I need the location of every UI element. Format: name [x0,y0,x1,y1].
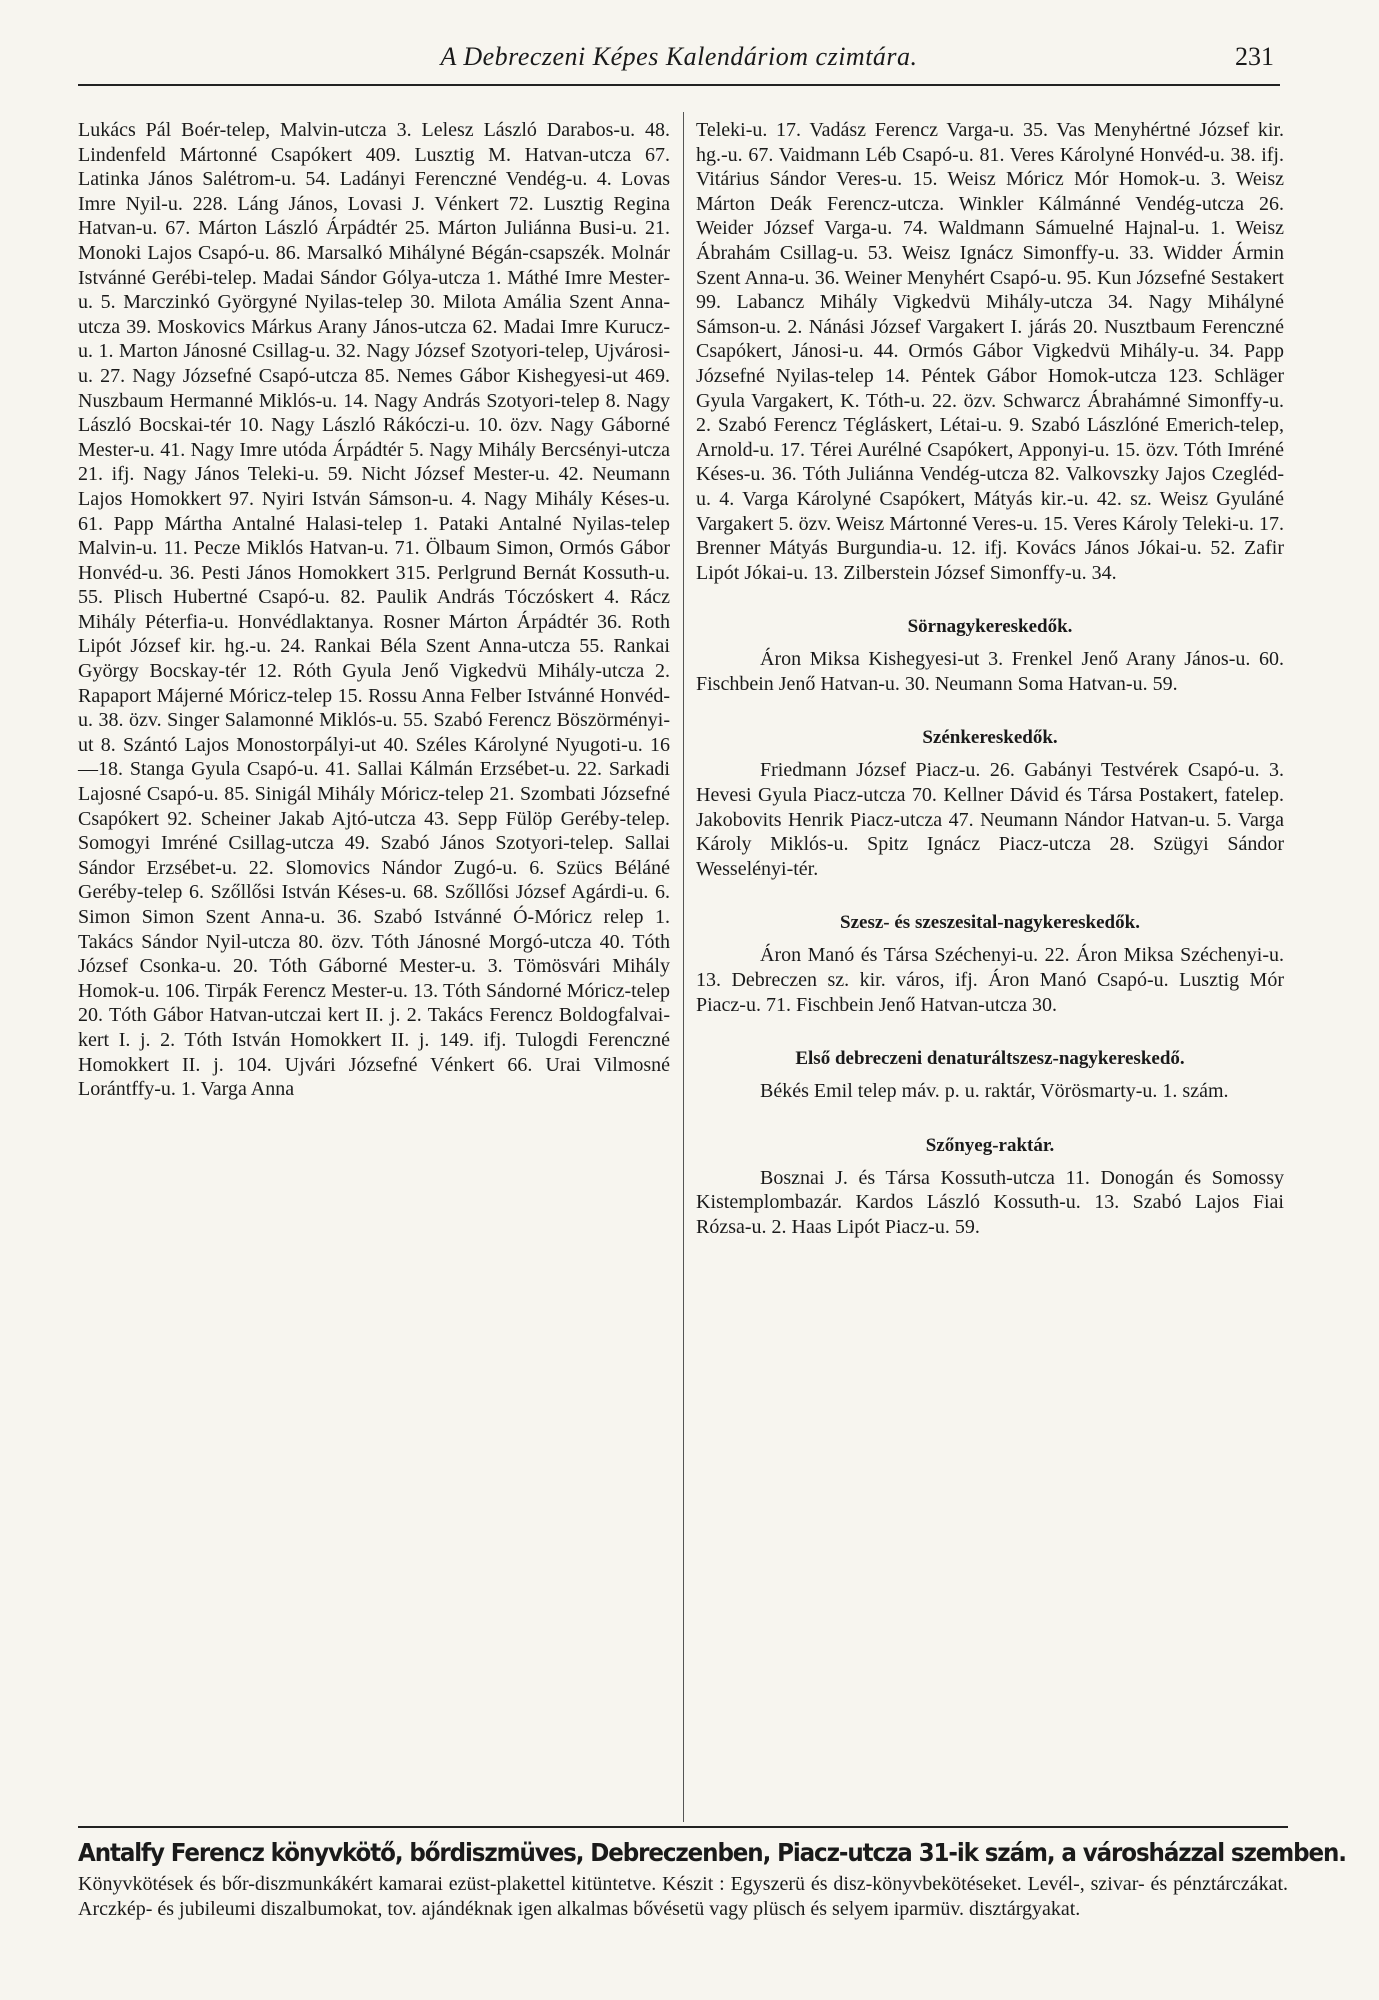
section-heading-spirits: Szesz- és szeszesital-nagykereskedők. [840,912,1140,934]
section-body-beer: Áron Miksa Kishegyesi-ut 3. Frenkel Jenő Arany János-u. 60. Fischbein Jenő Hatvan-u. 30. Neumann Soma Hatvan-u. 59. [696,648,1284,695]
section-heading-denatured-spirit: Első debreczeni denaturáltszesz-nagykereskedő. [795,1048,1185,1070]
directory-entries-left: Lukács Pál Boér-telep, Malvin-utcza 3. Lelesz László Darabos-u. 48. Lindenfeld Mártonné Csapókert 409. Lusztig M. Hatvan-utcza 67. Latinka János Salétrom-u. 54. Ladányi Ferenczné Vendég-u. 4. Lovas Imre Nyil-u. 228. Láng János, Lovasi J. Vénkert 72. Lusztig Regina Hatvan-u. 67. Márton László Árpádtér 25. Márton Juliánna Busi-u. 21. Monoki Lajos Csapó-u. 86. Marsalkó Mihályné Bégán-csapszék. Molnár Istvánné Gerébi-telep. Madai Sándor Gólya-utcza 1. Máthé Imre Mester-u. 5. Marczinkó Györgyné Nyilas-telep 30. Milota Amália Szent Anna-utcza 39. Moskovics Márkus Arany János-utcza 62. Madai Imre Kurucz-u. 1. Marton Jánosné Csillag-u. 32. Nagy József Szotyori-telep, Ujvárosi-u. 27. Nagy Józsefné Csapó-utcza 85. Nemes Gábor Kishegyesi-ut 469. Nuszbaum Hermanné Miklós-u. 14. Nagy András Szotyori-telep 8. Nagy László Bocskai-tér 10. Nagy László Rákóczi-u. 10. özv. Nagy Gáborné Mester-u. 41. Nagy Imre utóda Árpádtér 5. Nagy Mihály Bercsényi-utcza 21. ifj. Nagy János Teleki-u. 59. Nicht József Mester-u. 42. Neumann Lajos Homokkert 97. Nyiri István Sámson-u. 4. Nagy Mihály Késes-u. 61. Papp Mártha Antalné Halasi-telep 1. Pataki Antalné Nyilas-telep Malvin-u. 11. Pecze Miklós Hatvan-u. 71. Ölbaum Simon, Ormós Gábor Honvéd-u. 36. Pesti János Homokkert 315. Perlgrund Bernát Kossuth-u. 55. Plisch Hubertné Csapó-u. 82. Paulik András Tóczóskert 4. Rácz Mihály Péterfia-u. Honvédlaktanya. Rosner Márton Árpádtér 36. Roth Lipót József kir. hg.-u. 24. Rankai Béla Szent Anna-utcza 55. Rankai György Bocskay-tér 12. Róth Gyula Jenő Vigkedvü Mihály-utcza 2. Rapaport Májerné Móricz-telep 15. Rossu Anna Felber Istvánné Honvéd-u. 38. özv. Singer Salamonné Miklós-u. 55. Szabó Ferencz Böszörményi-ut 8. Szántó Lajos Monostorpályi-ut 40. Széles Károlyné Nyugoti-u. 16—18. Stanga Gyula Csapó-u. 41. Sallai Kálmán Erzsébet-u. 22. Sarkadi Lajosné Csapó-u. 85. Sinigál Mihály Móricz-telep 21. Szombati Józsefné Csapókert 92. Scheiner Jakab Ajtó-utcza 43. Sepp Fülöp Geréby-telep. Somogyi Imréné Csillag-utcza 49. Szabó János Szotyori-telep. Sallai Sándor Erzsébet-u. 22. Slomovics Nándor Zugó-u. 6. Szücs Béláné Geréby-telep 6. Szőllősi István Késes-u. 68. Szőllősi József Agárdi-u. 6. Simon Simon Szent Anna-u. 36. Szabó Istvánné Ó-Móricz relep 1. Takács Sándor Nyil-utcza 80. özv. Tóth Jánosné Morgó-utcza 40. Tóth József Csonka-u. 20. Tóth Gáborné Mester-u. 3. Tömösvári Mihály Homok-u. 106. Tirpák Ferencz Mester-u. 13. Tóth Sándorné Móricz-telep 20. Tóth Gábor Hatvan-utczai kert II. j. 2. Takács Ferencz Boldogfalvai-kert I. j. 2. Tóth István Homokkert II. j. 149. ifj. Tulogdi Ferenczné Homokkert II. j. 104. Ujvári Józsefné Vénkert 66. Urai Vilmosné Lorántffy-u. 1. Varga Anna [78,119,670,1101]
page-number: 231 [1235,42,1274,71]
section-heading-coal: Szénkereskedők. [922,727,1058,749]
advertisement-headline: Antalfy Ferencz könyvkötő, bőrdiszmüves, Debreczenben, Piacz-utcza 31-ik szám, a városházzal szemben. [78,1838,1346,1867]
right-column [696,118,1284,1240]
advertisement-body: Könyvkötések és bőr-diszmunkákért kamarai ezüst-plakettel kitüntetve. Készit : Egyszerü és disz-könyvbekötéseket. Levél-, szivar- és pénztárczákat. Arczkép- és jubileumi diszalbumokat, tov. ajándéknak igen alkalmas bővésetü vagy plüsch és selyem iparmüv. disztárgyakat. [78,1873,1288,1920]
bottom-advertisement [78,1826,1346,1922]
section-body-carpet: Bosznai J. és Társa Kossuth-utcza 11. Donogán és Somossy Kistemplombazár. Kardos László Kossuth-u. 13. Szabó Lajos Fiai Rózsa-u. 2. Haas Lipót Piacz-u. 59. [696,1166,1284,1238]
section-body-spirits: Áron Manó és Társa Széchenyi-u. 22. Áron Miksa Széchenyi-u. 13. Debreczen sz. kir. város, ifj. Áron Manó Csapó-u. Lusztig Mór Piacz-u. 71. Fischbein Jenő Hatvan-utcza 30. [696,944,1284,1016]
running-title: A Debreczeni Képes Kalendáriom czimtára. [440,42,918,71]
left-column [78,118,670,1102]
section-body-coal: Friedmann József Piacz-u. 26. Gabányi Testvérek Csapó-u. 3. Hevesi Gyula Piacz-utcza 70. Kellner Dávid és Társa Postakert, fatelep. Jakobovits Henrik Piacz-utcza 47. Neumann Nándor Hatvan-u. 5. Varga Károly Miklós-u. Spitz Ignácz Piacz-utcza 28. Szügyi Sándor Wesselényi-tér. [696,759,1284,880]
section-heading-carpet: Szőnyeg-raktár. [925,1134,1055,1156]
directory-entries-right: Teleki-u. 17. Vadász Ferencz Varga-u. 35. Vas Menyhértné József kir. hg.-u. 67. Vaidmann Léb Csapó-u. 81. Veres Károlyné Honvéd-u. 38. ifj. Vitárius Sándor Veres-u. 15. Weisz Móricz Mór Homok-u. 3. Weisz Márton Deák Ferencz-utcza. Winkler Kálmánné Vendég-utcza 26. Weider József Varga-u. 74. Waldmann Sámuelné Hajnal-u. 1. Weisz Ábrahám Csillag-u. 53. Weisz Ignácz Simonffy-u. 33. Widder Ármin Szent Anna-u. 36. Weiner Menyhért Csapó-u. 95. Kun Józsefné Sestakert 99. Labancz Mihály Vigkedvü Mihály-utcza 34. Nagy Mihályné Sámson-u. 2. Nánási József Vargakert I. járás 20. Nusztbaum Ferenczné Csapókert, Jánosi-u. 44. Ormós Gábor Vigkedvü Mihály-u. 34. Papp Józsefné Nyilas-telep 14. Péntek Gábor Homok-utcza 123. Schläger Gyula Vargakert, K. Tóth-u. 22. özv. Schwarcz Ábrahámné Simonffy-u. 2. Szabó Ferencz Tégláskert, Létai-u. 9. Szabó Lászlóné Emerich-telep, Arnold-u. 17. Térei Aurélné Csapókert, Apponyi-u. 15. özv. Tóth Imréné Késes-u. 36. Tóth Juliánna Vendég-utcza 82. Valkovszky Jajos Czegléd-u. 4. Varga Károlyné Csapókert, Mátyás kir.-u. 42. sz. Weisz Gyuláné Vargakert 5. özv. Weisz Mártonné Veres-u. 15. Veres Károly Teleki-u. 17. Brenner Mátyás Burgundia-u. 12. ifj. Kovács János Jókai-u. 52. Zafir Lipót Jókai-u. 13. Zilberstein József Simonffy-u. 34. [696,119,1284,584]
page-header [78,38,1280,86]
column-divider [683,112,684,1822]
section-body-denatured-spirit: Békés Emil telep máv. p. u. raktár, Vörösmarty-u. 1. szám. [760,1080,1229,1103]
section-heading-beer: Sörnagykereskedők. [907,616,1073,638]
